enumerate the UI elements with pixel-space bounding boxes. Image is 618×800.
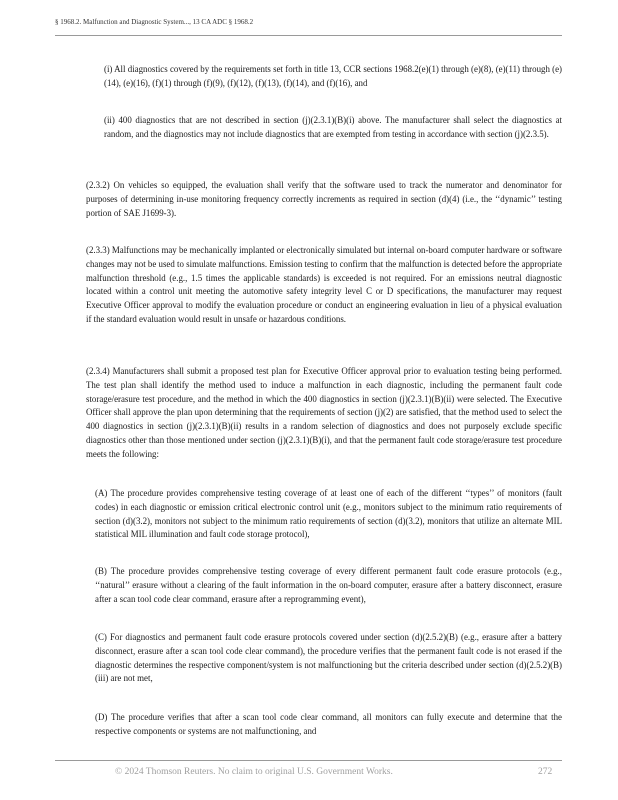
paragraph-j-2-3-4-c: (C) For diagnostics and permanent fault code erasure protocols covered under section (d)(2.5.2)(B) (e.g., erasure after a battery disconnect, erasure after a scan tool code clear command), the procedure verifies that the permanent fault code is not erased if the diagnostic determines the respective component/system is not malfunctioning but the criteria described under section (d)(2.5.2)(B)(iii) are not met, [95,632,562,684]
page-number: 272 [538,767,553,777]
footer-copyright: © 2024 Thomson Reuters. No claim to original U.S. Government Works. [115,767,393,777]
paragraph-j-2-3-4-d: (D) The procedure verifies that after a scan tool code clear command, all monitors can fully execute and determine that the respective components or systems are not malfunctioning, and [95,712,562,736]
paragraph-j-2-3-4-a: (A) The procedure provides comprehensive testing coverage of at least one of each of the different ‘‘types’’ of monitors (fault codes) in each diagnostic or emission critical electronic control unit (e.g., monitors subject to the minimum ratio requirements of section (d)(3.2), monitors not subject to the minimum ratio requirements of section (d)(3.2), monitors that utilize an alternate MIL statistical MIL illumination and fault code storage protocol), [95,488,562,540]
paragraph-j-2-3-4: (2.3.4) Manufacturers shall submit a proposed test plan for Executive Officer approval prior to evaluation testing being performed. The test plan shall identify the method used to induce a malfunction in each diagnostic, including the permanent fault code storage/erasure test procedure, and the method in which the 400 diagnostics in section (j)(2.3.1)(B)(ii) were selected. The Executive Officer shall approve the plan upon determining that the requirements of section (j)(2) are satisfied, that the method used to select the 400 diagnostics in section (j)(2.3.1)(B)(ii) results in a random selection of diagnostics and does not purposely exclude specific diagnostics other than those mentioned under section (j)(2.3.1)(B)(i), and that the permanent fault code storage/erasure test procedure meets the following: [86,366,562,459]
paragraph-j-2-3-1-b-ii: (ii) 400 diagnostics that are not described in section (j)(2.3.1)(B)(i) above. The manufacturer shall select the diagnostics at random, and the diagnostics may not include diagnostics that are exempted from testing in accordance with section (j)(2.3.5). [104,115,562,139]
paragraph-j-2-3-2: (2.3.2) On vehicles so equipped, the evaluation shall verify that the software used to track the numerator and denominator for purposes of determining in-use monitoring frequency correctly increments as required in section (d)(4) (i.e., the ‘‘dynamic’’ testing portion of SAE J1699-3). [86,180,562,218]
paragraph-j-2-3-1-b-i: (i) All diagnostics covered by the requirements set forth in title 13, CCR sections 1968.2(e)(1) through (e)(8), (e)(11) through (e)(14), (e)(16), (f)(1) through (f)(9), (f)(12), (f)(13), (f)(14), and (f)(16), and [104,64,562,88]
running-head: § 1968.2. Malfunction and Diagnostic System..., 13 CA ADC § 1968.2 [55,18,254,26]
footer-divider [55,760,562,761]
header-divider [55,35,562,36]
paragraph-j-2-3-3: (2.3.3) Malfunctions may be mechanically implanted or electronically simulated but internal on-board computer hardware or software changes may not be used to simulate malfunctions. Emission testing to confirm that the malfunction is detected before the appropriate malfunction threshold (e.g., 1.5 times the applicable standards) is exceeded is not required. For an emissions neutral diagnostic located within a control unit meeting the automotive safety integrity level C or D specifications, the manufacturer may request Executive Officer approval to modify the evaluation procedure or conduct an engineering evaluation in lieu of a physical evaluation if the standard evaluation would result in unsafe or hazardous conditions. [86,245,562,324]
paragraph-j-2-3-4-b: (B) The procedure provides comprehensive testing coverage of every different permanent fault code erasure protocols (e.g., ‘‘natural’’ erasure without a clearing of the fault information in the on-board computer, erasure after a battery disconnect, erasure after a scan tool code clear command, erasure after a reprogramming event), [95,566,562,604]
